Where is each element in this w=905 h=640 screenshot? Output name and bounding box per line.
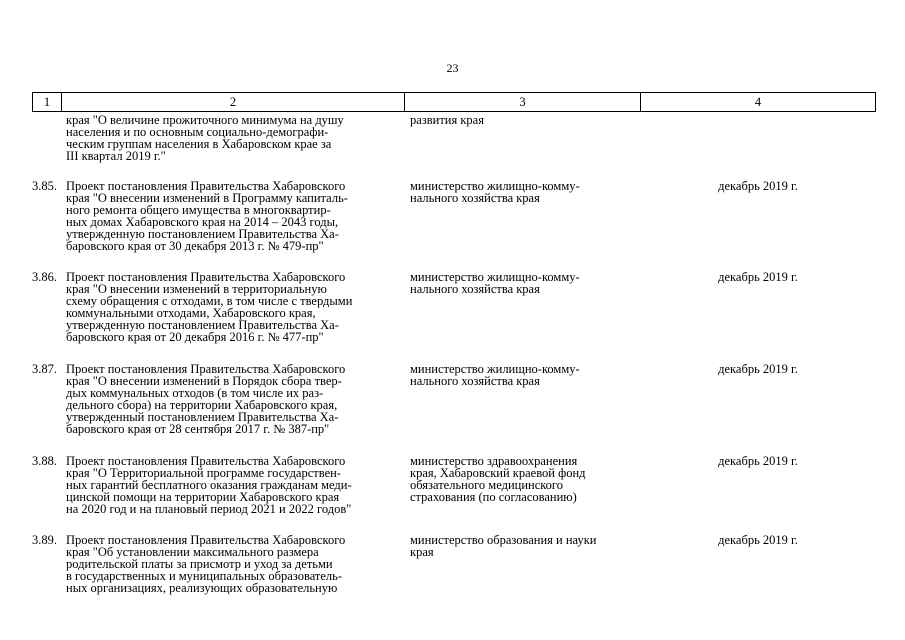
header-col-2: 2: [229, 95, 237, 109]
row-text: Проект постановления Правительства Хабаровского края "О внесении изменений в Программу капиталь- ного ремонта общего имущества в многоквартир- ных домах Хабаровского края на 2014 – 2043 годы, утвержденную постановлением Правительства Ха- баровского края от 30 декабря 2013 г. № 479-пр": [66, 179, 348, 253]
row-number: 3.87.: [32, 362, 57, 376]
row-term: декабрь 2019 г.: [718, 270, 798, 284]
page-number: 23: [446, 61, 459, 75]
row-text: Проект постановления Правительства Хабаровского края "О внесении изменений в территориальную схему обращения с отходами, в том числе с твердыми коммунальными отходами, Хабаровского края, утвержденную постановлением Правительства Ха- баровского края от 20 декабря 2016 г. № 477-пр": [66, 270, 353, 344]
row-text: Проект постановления Правительства Хабаровского края "О внесении изменений в Порядок сбора твер- дых коммунальных отходов (в том числе их раз- дельного сбора) на территории Хабаровского края, утвержденный постановлением Правительства Ха- баровского края от 28 сентября 2017 г. № 387-пр": [66, 362, 346, 436]
row-responsible: министерство здравоохранения края, Хабаровский краевой фонд обязательного медицинского страхования (по согласованию): [410, 454, 586, 504]
header-col-4: 4: [754, 95, 762, 109]
row-term: декабрь 2019 г.: [718, 362, 798, 376]
table-header: [32, 92, 876, 112]
row-text: Проект постановления Правительства Хабаровского края "Об установлении максимального размера родительской платы за присмотр и уход за детьми в государственных и муниципальных образователь- ных организациях, реализующих образовательную: [66, 533, 346, 595]
header-col-1: 1: [43, 95, 51, 109]
row-responsible: министерство жилищно-комму- нального хозяйства края: [410, 270, 580, 296]
row-text: края "О величине прожиточного минимума на душу населения и по основным социально-демографи- ческим группам населения в Хабаровском крае за III квартал 2019 г.": [66, 113, 344, 163]
row-responsible: министерство образования и науки края: [410, 533, 597, 559]
row-number: 3.89.: [32, 533, 57, 547]
row-term: декабрь 2019 г.: [718, 179, 798, 193]
row-number: 3.85.: [32, 179, 57, 193]
row-text: Проект постановления Правительства Хабаровского края "О Территориальной программе государствен- ных гарантий бесплатного оказания гражданам меди- цинской помощи на территории Хабаровского края на 2020 год и на плановый период 2021 и 2022 годов": [66, 454, 352, 516]
row-term: декабрь 2019 г.: [718, 533, 798, 547]
row-number: 3.86.: [32, 270, 57, 284]
row-responsible: развития края: [410, 113, 484, 127]
header-col-3: 3: [519, 95, 526, 109]
row-responsible: министерство жилищно-комму- нального хозяйства края: [410, 179, 580, 205]
row-term: декабрь 2019 г.: [718, 454, 798, 468]
row-responsible: министерство жилищно-комму- нального хозяйства края: [410, 362, 580, 388]
row-number: 3.88.: [32, 454, 57, 468]
